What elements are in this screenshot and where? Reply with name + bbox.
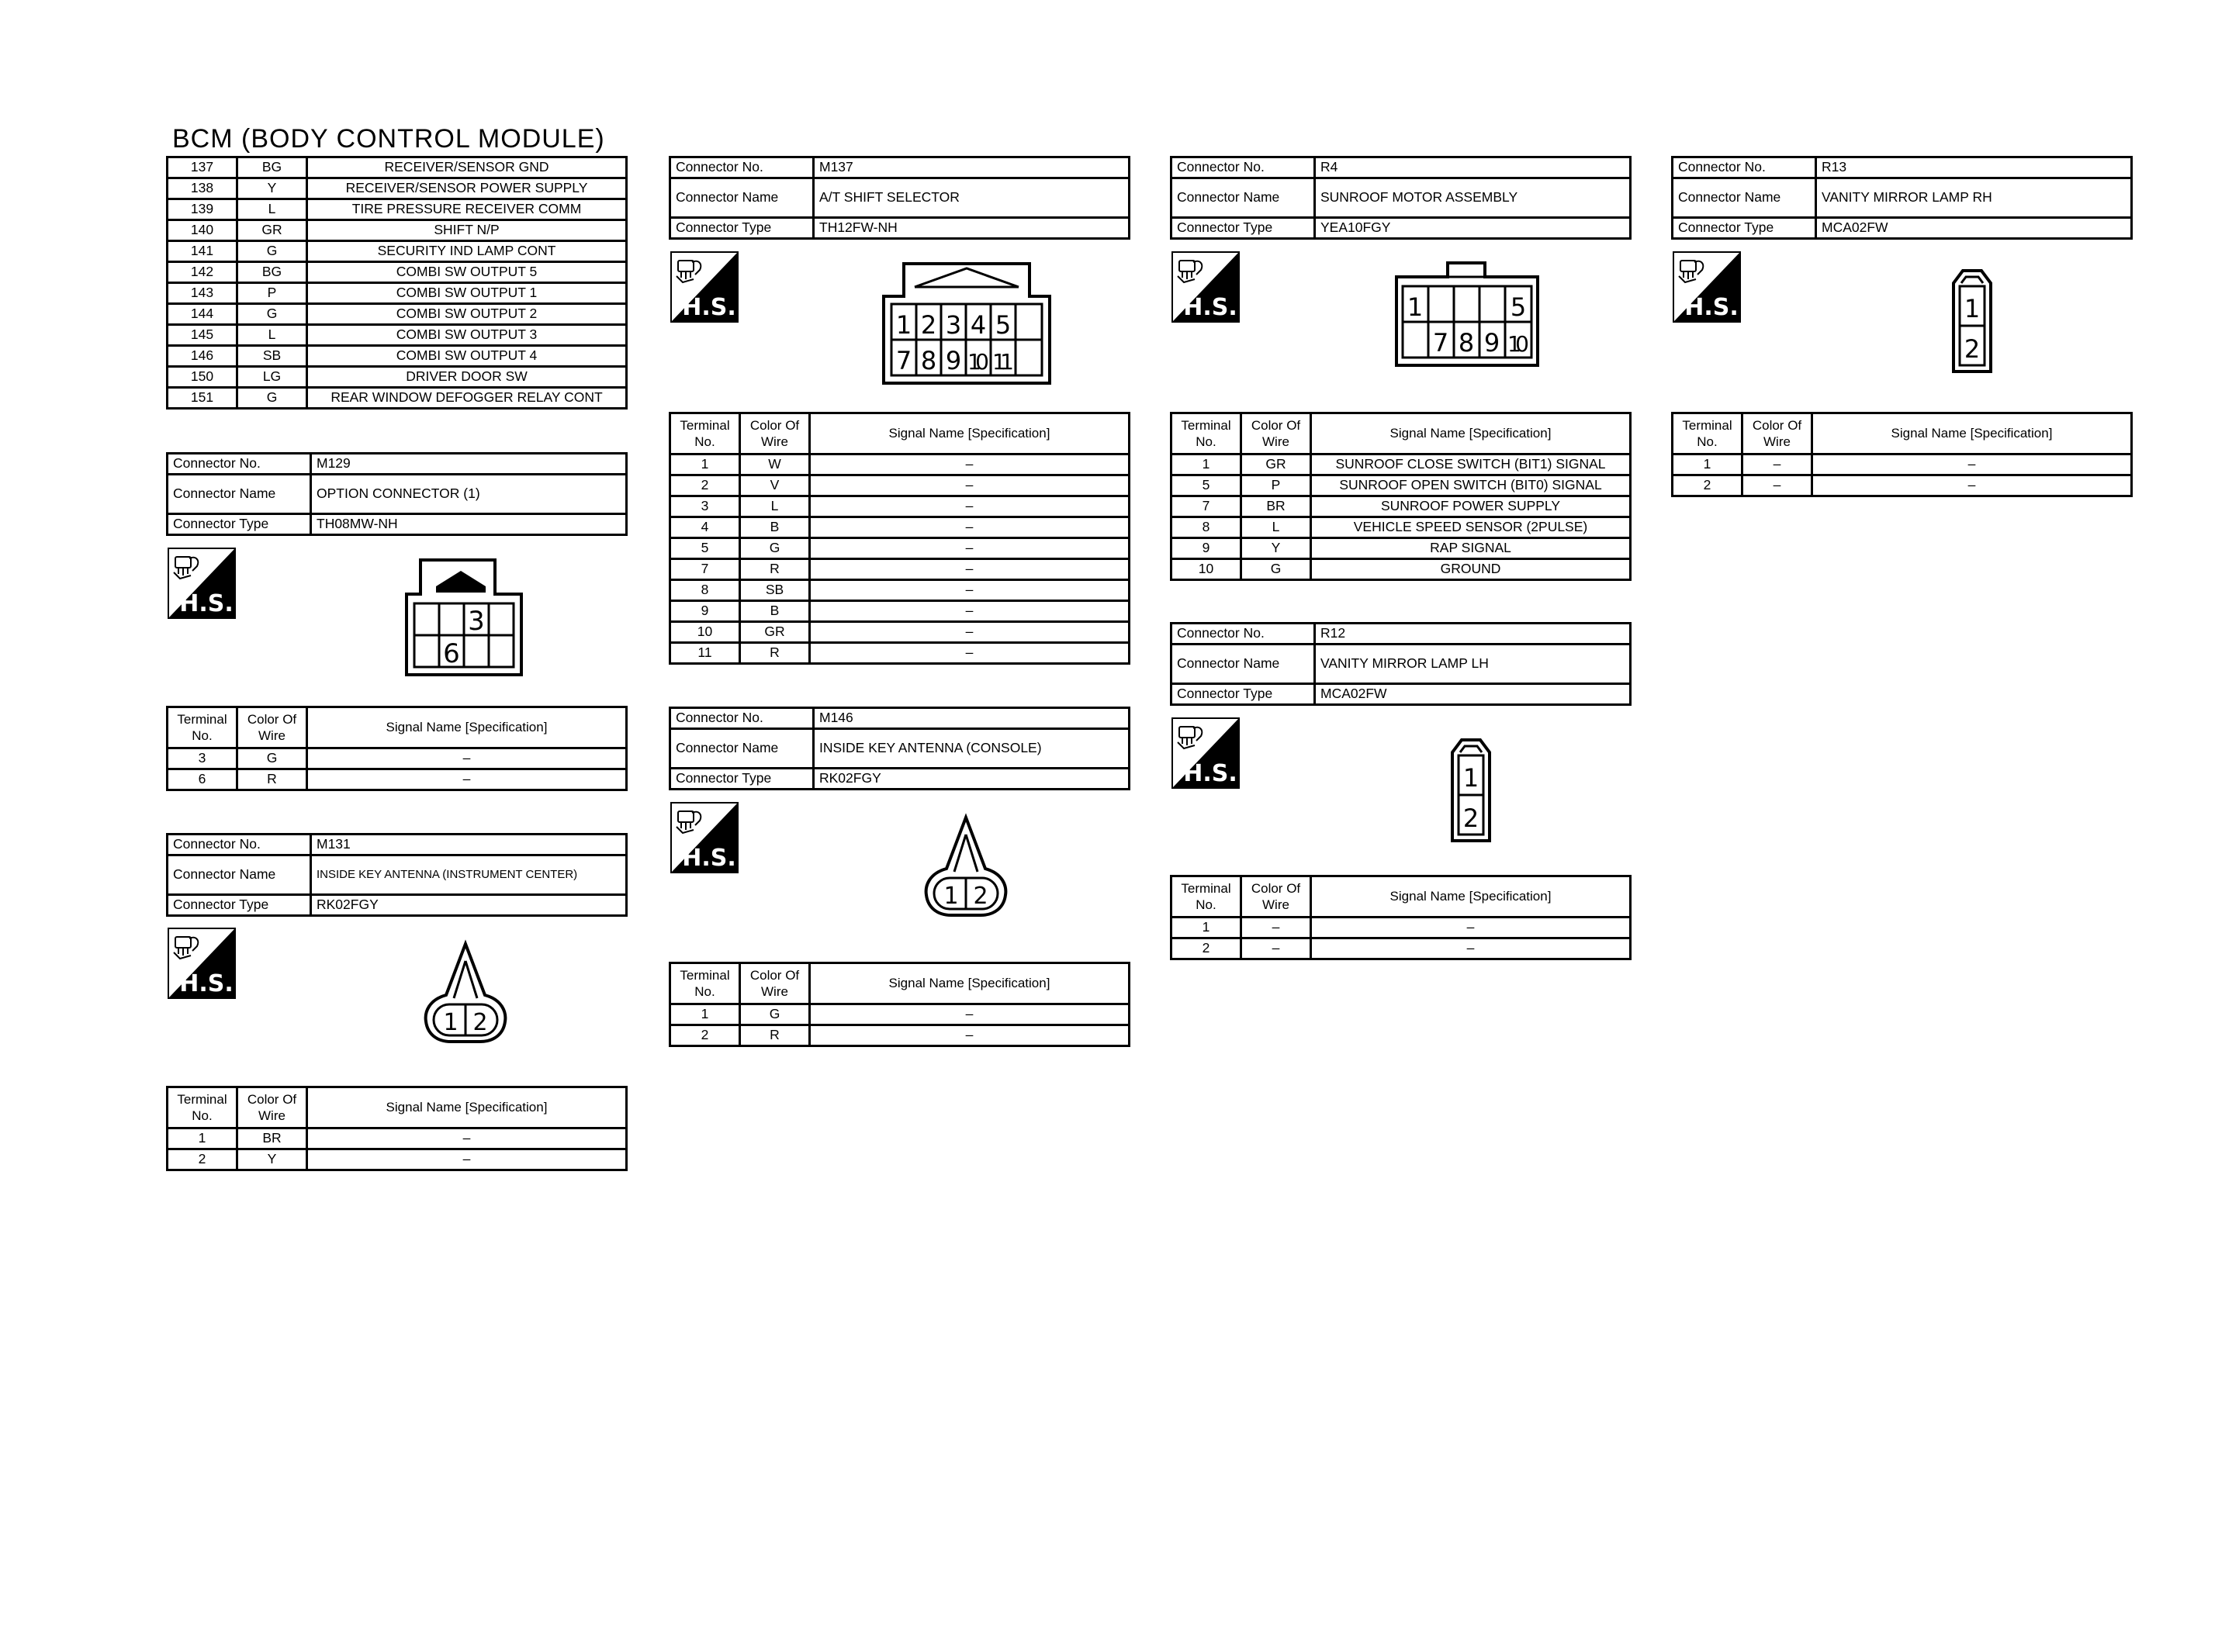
harness-side-icon xyxy=(1171,717,1240,789)
signal-header: Signal Name [Specification] xyxy=(307,1087,627,1128)
terminal-cell: 142 xyxy=(168,262,237,283)
hs-badge-label: H.S. xyxy=(179,590,234,617)
terminal-cell: 137 xyxy=(168,157,237,178)
table-row xyxy=(168,748,627,769)
table-row xyxy=(168,325,627,346)
wire-color-cell: – xyxy=(1742,475,1812,496)
wire-color-cell: – xyxy=(1241,918,1311,938)
signal-name-cell: DRIVER DOOR SW xyxy=(307,367,627,388)
terminal-cell: 2 xyxy=(168,1149,237,1170)
pin-label: 2 xyxy=(472,1009,488,1036)
signal-name-cell: – xyxy=(810,580,1130,601)
pin-label: 2 xyxy=(920,310,937,340)
signal-name-cell: – xyxy=(810,517,1130,538)
signal-name-cell: RAP SIGNAL xyxy=(1311,538,1631,559)
connector-face-r13 xyxy=(1950,268,1994,375)
pin-label: 3 xyxy=(468,606,485,637)
table-row xyxy=(168,220,627,241)
harness-side-icon xyxy=(168,548,236,619)
signal-name-cell: – xyxy=(810,538,1130,559)
connector-name-label: Connector Name xyxy=(670,729,814,769)
connector-name-label: Connector Name xyxy=(168,855,311,895)
connector-name-label: Connector Name xyxy=(1673,178,1816,218)
terminal-cell: 151 xyxy=(168,388,237,409)
terminal-cell: 3 xyxy=(168,748,237,769)
pin-label: 1 xyxy=(1964,294,1981,323)
signal-header: Signal Name [Specification] xyxy=(1812,413,2132,454)
wire-color-cell: P xyxy=(1241,475,1311,496)
table-row xyxy=(168,241,627,262)
table-row xyxy=(670,517,1130,538)
signal-name-cell: SHIFT N/P xyxy=(307,220,627,241)
wire-color-cell: R xyxy=(740,643,810,664)
connector-no-value: R4 xyxy=(1315,157,1631,178)
pin-label: 10 xyxy=(967,349,989,375)
terminal-cell: 143 xyxy=(168,283,237,304)
harness-side-icon xyxy=(1673,251,1741,323)
connector-no-label: Connector No. xyxy=(670,708,814,729)
signal-name-cell: REAR WINDOW DEFOGGER RELAY CONT xyxy=(307,388,627,409)
terminal-cell: 7 xyxy=(1171,496,1241,517)
table-row xyxy=(670,475,1130,496)
connector-type-label: Connector Type xyxy=(1171,218,1315,239)
hs-badge-label: H.S. xyxy=(1684,294,1739,321)
terminal-cell: 11 xyxy=(670,643,740,664)
table-row xyxy=(670,580,1130,601)
wire-color-cell: G xyxy=(237,388,307,409)
harness-side-icon xyxy=(670,251,739,323)
connector-no-value: R12 xyxy=(1315,624,1631,645)
signal-name-cell: RECEIVER/SENSOR GND xyxy=(307,157,627,178)
signal-name-cell: COMBI SW OUTPUT 4 xyxy=(307,346,627,367)
terminal-cell: 1 xyxy=(168,1128,237,1149)
terminal-cell: 146 xyxy=(168,346,237,367)
pin-label: 1 xyxy=(943,883,959,910)
page-title: BCM (BODY CONTROL MODULE) xyxy=(172,124,605,154)
wire-color-cell: R xyxy=(740,1025,810,1046)
connector-type-value: RK02FGY xyxy=(311,895,627,916)
signal-name-cell: SUNROOF POWER SUPPLY xyxy=(1311,496,1631,517)
terminal-header: Terminal No. xyxy=(670,963,740,1004)
connector-name-value: OPTION CONNECTOR (1) xyxy=(311,475,627,514)
wire-color-cell: G xyxy=(237,241,307,262)
connector-no-value: M137 xyxy=(814,157,1130,178)
pin-label: 2 xyxy=(973,883,988,910)
pin-table-m129 xyxy=(166,706,628,791)
signal-name-cell: COMBI SW OUTPUT 1 xyxy=(307,283,627,304)
pin-label: 5 xyxy=(1510,292,1527,322)
wire-color-cell: L xyxy=(237,325,307,346)
terminal-cell: 144 xyxy=(168,304,237,325)
terminal-cell: 3 xyxy=(670,496,740,517)
table-row xyxy=(168,304,627,325)
pin-table-r13 xyxy=(1671,412,2133,497)
terminal-cell: 1 xyxy=(1171,454,1241,475)
table-row xyxy=(670,643,1130,664)
pin-table-m131 xyxy=(166,1086,628,1171)
signal-name-cell: SECURITY IND LAMP CONT xyxy=(307,241,627,262)
wire-color-cell: GR xyxy=(237,220,307,241)
wire-color-cell: P xyxy=(237,283,307,304)
pin-label: 6 xyxy=(443,638,460,669)
harness-side-icon xyxy=(1171,251,1240,323)
wire-color-cell: SB xyxy=(740,580,810,601)
wire-color-cell: SB xyxy=(237,346,307,367)
connector-type-label: Connector Type xyxy=(670,769,814,790)
pin-label: 9 xyxy=(1483,328,1500,358)
signal-name-cell: – xyxy=(1311,938,1631,959)
signal-name-cell: COMBI SW OUTPUT 3 xyxy=(307,325,627,346)
signal-name-cell: – xyxy=(810,601,1130,622)
signal-name-cell: – xyxy=(307,769,627,790)
connector-no-label: Connector No. xyxy=(1171,624,1315,645)
signal-name-cell: – xyxy=(810,454,1130,475)
table-row xyxy=(168,157,627,178)
pin-label: 3 xyxy=(945,310,962,340)
pin-label: 7 xyxy=(1432,328,1449,358)
signal-header: Signal Name [Specification] xyxy=(1311,876,1631,918)
signal-name-cell: GROUND xyxy=(1311,559,1631,580)
pin-table-r4 xyxy=(1170,412,1632,581)
terminal-cell: 141 xyxy=(168,241,237,262)
wire-color-cell: Y xyxy=(1241,538,1311,559)
wire-color-cell: BG xyxy=(237,262,307,283)
terminal-cell: 1 xyxy=(670,1004,740,1025)
table-row xyxy=(168,388,627,409)
terminal-cell: 140 xyxy=(168,220,237,241)
signal-name-cell: – xyxy=(307,1128,627,1149)
table-row xyxy=(670,538,1130,559)
pin-label: 1 xyxy=(895,310,912,340)
connector-no-value: M129 xyxy=(311,454,627,475)
connector-no-label: Connector No. xyxy=(168,835,311,855)
connector-no-label: Connector No. xyxy=(670,157,814,178)
signal-header: Signal Name [Specification] xyxy=(810,413,1130,454)
wire-color-cell: W xyxy=(740,454,810,475)
connector-name-value: INSIDE KEY ANTENNA (CONSOLE) xyxy=(814,729,1130,769)
terminal-cell: 1 xyxy=(1171,918,1241,938)
connector-no-label: Connector No. xyxy=(168,454,311,475)
table-row xyxy=(1171,496,1631,517)
connector-name-value: SUNROOF MOTOR ASSEMBLY xyxy=(1315,178,1631,218)
connector-name-label: Connector Name xyxy=(1171,645,1315,684)
terminal-cell: 145 xyxy=(168,325,237,346)
terminal-cell: 9 xyxy=(1171,538,1241,559)
pin-label: 1 xyxy=(443,1009,459,1036)
connector-face-m131 xyxy=(423,941,508,1045)
table-row xyxy=(1171,938,1631,959)
table-row xyxy=(168,199,627,220)
signal-name-cell: – xyxy=(1311,918,1631,938)
table-row xyxy=(670,1025,1130,1046)
signal-name-cell: – xyxy=(810,622,1130,643)
terminal-header: Terminal No. xyxy=(168,707,237,748)
table-row xyxy=(1171,538,1631,559)
pin-label: 11 xyxy=(992,349,1014,375)
color-header: Color Of Wire xyxy=(1241,413,1311,454)
signal-header: Signal Name [Specification] xyxy=(307,707,627,748)
pin-label: 9 xyxy=(945,346,962,375)
wire-color-cell: GR xyxy=(1241,454,1311,475)
connector-type-label: Connector Type xyxy=(1673,218,1816,239)
table-row xyxy=(1171,517,1631,538)
pin-label: 10 xyxy=(1507,331,1529,357)
wire-color-cell: GR xyxy=(740,622,810,643)
connector-face-m137 xyxy=(881,261,1053,386)
table-row xyxy=(168,367,627,388)
connector-type-value: TH12FW-NH xyxy=(814,218,1130,239)
terminal-cell: 9 xyxy=(670,601,740,622)
connector-info-m146 xyxy=(669,707,1130,790)
connector-no-label: Connector No. xyxy=(1673,157,1816,178)
connector-info-r4 xyxy=(1170,156,1632,240)
connector-name-value: INSIDE KEY ANTENNA (INSTRUMENT CENTER) xyxy=(311,855,627,895)
signal-name-cell: – xyxy=(810,475,1130,496)
wire-color-cell: BR xyxy=(237,1128,307,1149)
terminal-cell: 139 xyxy=(168,199,237,220)
connector-type-value: TH08MW-NH xyxy=(311,514,627,535)
connector-face-m146 xyxy=(923,814,1009,919)
wire-color-cell: BG xyxy=(237,157,307,178)
table-row xyxy=(670,559,1130,580)
terminal-header: Terminal No. xyxy=(670,413,740,454)
connector-no-value: R13 xyxy=(1816,157,2132,178)
hs-badge-label: H.S. xyxy=(682,845,736,872)
pin-label: 7 xyxy=(895,346,912,375)
signal-name-cell: – xyxy=(1812,475,2132,496)
table-row xyxy=(168,178,627,199)
wire-color-cell: R xyxy=(237,769,307,790)
signal-name-cell: RECEIVER/SENSOR POWER SUPPLY xyxy=(307,178,627,199)
terminal-cell: 4 xyxy=(670,517,740,538)
wire-color-cell: L xyxy=(740,496,810,517)
table-row xyxy=(168,346,627,367)
connector-type-label: Connector Type xyxy=(168,895,311,916)
pin-label: 2 xyxy=(1964,334,1981,364)
terminal-header: Terminal No. xyxy=(168,1087,237,1128)
signal-name-cell: – xyxy=(1812,454,2132,475)
wire-color-cell: LG xyxy=(237,367,307,388)
table-row xyxy=(1171,454,1631,475)
connector-name-value: VANITY MIRROR LAMP LH xyxy=(1315,645,1631,684)
table-row xyxy=(168,1149,627,1170)
connector-no-value: M131 xyxy=(311,835,627,855)
connector-face-r12 xyxy=(1449,737,1493,844)
table-row xyxy=(168,262,627,283)
connector-info-m137 xyxy=(669,156,1130,240)
pin-label: 2 xyxy=(1462,804,1479,833)
wire-color-cell: – xyxy=(1241,938,1311,959)
table-row xyxy=(1171,918,1631,938)
wire-color-cell: Y xyxy=(237,178,307,199)
terminal-cell: 8 xyxy=(670,580,740,601)
wire-color-cell: G xyxy=(740,538,810,559)
wire-color-cell: G xyxy=(237,748,307,769)
pin-label: 8 xyxy=(920,346,937,375)
wire-color-cell: G xyxy=(237,304,307,325)
terminal-cell: 150 xyxy=(168,367,237,388)
signal-name-cell: SUNROOF CLOSE SWITCH (BIT1) SIGNAL xyxy=(1311,454,1631,475)
color-header: Color Of Wire xyxy=(1742,413,1812,454)
terminal-header: Terminal No. xyxy=(1171,413,1241,454)
connector-type-value: RK02FGY xyxy=(814,769,1130,790)
wire-color-cell: V xyxy=(740,475,810,496)
signal-name-cell: COMBI SW OUTPUT 5 xyxy=(307,262,627,283)
table-row xyxy=(1673,475,2132,496)
terminal-cell: 1 xyxy=(670,454,740,475)
pin-label: 1 xyxy=(1407,292,1424,322)
connector-type-label: Connector Type xyxy=(670,218,814,239)
wire-color-cell: G xyxy=(1241,559,1311,580)
table-row xyxy=(1171,559,1631,580)
terminal-cell: 7 xyxy=(670,559,740,580)
table-row xyxy=(168,769,627,790)
bcm-terminal-table xyxy=(166,156,628,410)
pin-table-m146 xyxy=(669,962,1130,1047)
signal-name-cell: – xyxy=(810,1025,1130,1046)
terminal-cell: 1 xyxy=(1673,454,1742,475)
connector-type-label: Connector Type xyxy=(1171,684,1315,705)
connector-type-value: YEA10FGY xyxy=(1315,218,1631,239)
wire-color-cell: BR xyxy=(1241,496,1311,517)
connector-name-label: Connector Name xyxy=(1171,178,1315,218)
connector-info-m131 xyxy=(166,833,628,917)
terminal-cell: 5 xyxy=(1171,475,1241,496)
hs-badge-label: H.S. xyxy=(682,294,736,321)
connector-type-value: MCA02FW xyxy=(1315,684,1631,705)
terminal-cell: 2 xyxy=(1171,938,1241,959)
wire-color-cell: L xyxy=(237,199,307,220)
connector-no-label: Connector No. xyxy=(1171,157,1315,178)
connector-face-m129 xyxy=(403,557,528,681)
signal-name-cell: – xyxy=(810,1004,1130,1025)
connector-no-value: M146 xyxy=(814,708,1130,729)
connector-name-label: Connector Name xyxy=(168,475,311,514)
table-row xyxy=(1171,475,1631,496)
hs-badge-label: H.S. xyxy=(1183,294,1237,321)
wire-color-cell: – xyxy=(1742,454,1812,475)
color-header: Color Of Wire xyxy=(740,963,810,1004)
color-header: Color Of Wire xyxy=(1241,876,1311,918)
wire-color-cell: Y xyxy=(237,1149,307,1170)
terminal-cell: 5 xyxy=(670,538,740,559)
connector-type-label: Connector Type xyxy=(168,514,311,535)
wire-color-cell: B xyxy=(740,601,810,622)
table-row xyxy=(168,283,627,304)
connector-info-r12 xyxy=(1170,622,1632,706)
signal-name-cell: TIRE PRESSURE RECEIVER COMM xyxy=(307,199,627,220)
wire-color-cell: B xyxy=(740,517,810,538)
signal-name-cell: SUNROOF OPEN SWITCH (BIT0) SIGNAL xyxy=(1311,475,1631,496)
hs-badge-label: H.S. xyxy=(179,970,234,997)
signal-name-cell: – xyxy=(810,496,1130,517)
table-row xyxy=(670,454,1130,475)
terminal-header: Terminal No. xyxy=(1673,413,1742,454)
signal-name-cell: – xyxy=(307,748,627,769)
signal-name-cell: – xyxy=(810,643,1130,664)
table-row xyxy=(670,601,1130,622)
color-header: Color Of Wire xyxy=(237,707,307,748)
terminal-header: Terminal No. xyxy=(1171,876,1241,918)
connector-name-value: VANITY MIRROR LAMP RH xyxy=(1816,178,2132,218)
connector-name-label: Connector Name xyxy=(670,178,814,218)
signal-header: Signal Name [Specification] xyxy=(810,963,1130,1004)
connector-info-m129 xyxy=(166,452,628,536)
table-row xyxy=(670,1004,1130,1025)
terminal-cell: 2 xyxy=(670,1025,740,1046)
pin-table-m137 xyxy=(669,412,1130,665)
pin-label: 5 xyxy=(995,310,1012,340)
terminal-cell: 6 xyxy=(168,769,237,790)
hs-badge-label: H.S. xyxy=(1183,760,1237,787)
connector-info-r13 xyxy=(1671,156,2133,240)
wire-color-cell: R xyxy=(740,559,810,580)
table-row xyxy=(670,622,1130,643)
signal-name-cell: – xyxy=(307,1149,627,1170)
signal-name-cell: – xyxy=(810,559,1130,580)
wire-color-cell: G xyxy=(740,1004,810,1025)
signal-name-cell: COMBI SW OUTPUT 2 xyxy=(307,304,627,325)
table-row xyxy=(168,1128,627,1149)
color-header: Color Of Wire xyxy=(237,1087,307,1128)
terminal-cell: 8 xyxy=(1171,517,1241,538)
signal-name-cell: VEHICLE SPEED SENSOR (2PULSE) xyxy=(1311,517,1631,538)
terminal-cell: 2 xyxy=(670,475,740,496)
terminal-cell: 138 xyxy=(168,178,237,199)
pin-table-r12 xyxy=(1170,875,1632,960)
terminal-cell: 10 xyxy=(670,622,740,643)
pin-label: 4 xyxy=(970,310,987,340)
signal-header: Signal Name [Specification] xyxy=(1311,413,1631,454)
pin-label: 1 xyxy=(1462,763,1479,793)
table-row xyxy=(1673,454,2132,475)
wire-color-cell: L xyxy=(1241,517,1311,538)
connector-name-value: A/T SHIFT SELECTOR xyxy=(814,178,1130,218)
pin-label: 8 xyxy=(1458,328,1475,358)
harness-side-icon xyxy=(670,802,739,873)
color-header: Color Of Wire xyxy=(740,413,810,454)
harness-side-icon xyxy=(168,928,236,999)
terminal-cell: 2 xyxy=(1673,475,1742,496)
connector-face-r4 xyxy=(1393,260,1541,368)
connector-type-value: MCA02FW xyxy=(1816,218,2132,239)
terminal-cell: 10 xyxy=(1171,559,1241,580)
table-row xyxy=(670,496,1130,517)
